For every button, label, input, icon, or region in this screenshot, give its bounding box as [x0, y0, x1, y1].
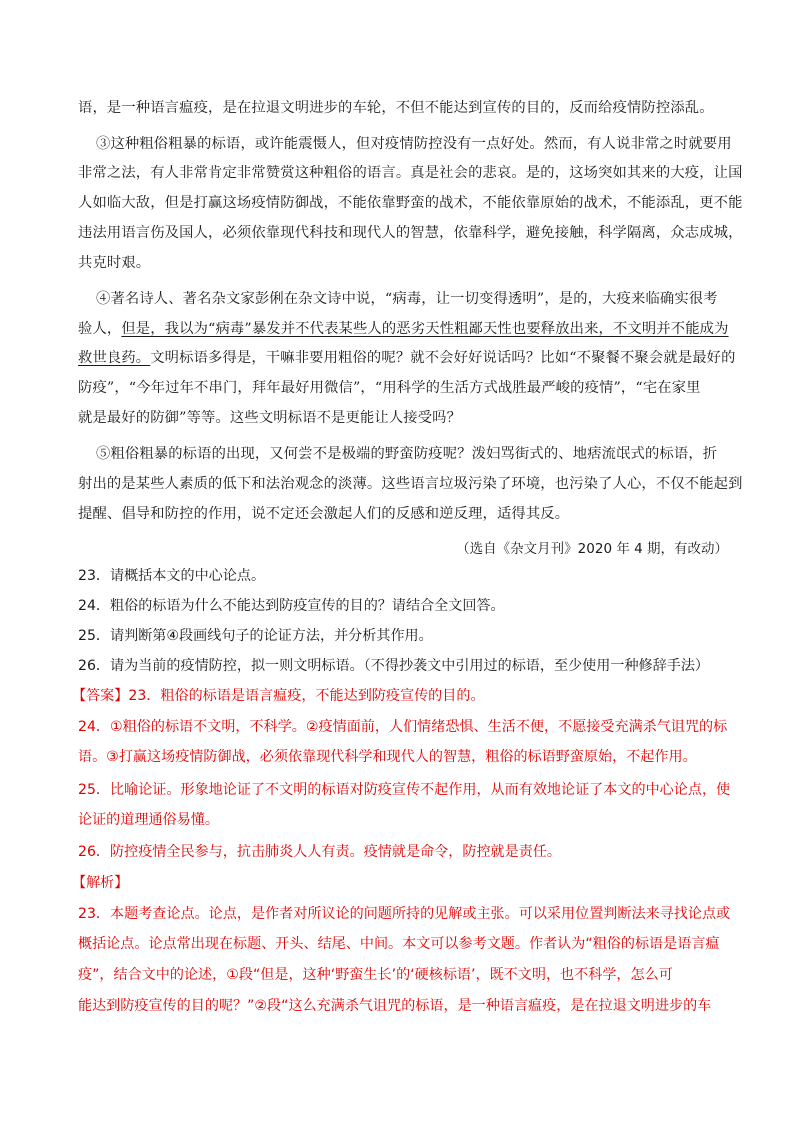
article-paragraph-3-line: 非常之法，有人非常肯定非常赞赏这种粗俗的语言。真是社会的悲哀。是的，这场突如其来的大疫，让国	[78, 165, 743, 181]
analysis-tag: 【解析】	[72, 875, 129, 891]
article-paragraph-3-line: 共克时艰。	[78, 255, 151, 271]
article-paragraph-4-line	[78, 319, 728, 339]
article-paragraph-4-line	[78, 348, 736, 368]
analysis-line: 疫”，结合文中的论述，①段“但是，这种‘野蛮生长’的‘硬核标语’，既不文明，也不科学，怎么可	[78, 967, 673, 983]
question-24: 24．粗俗的标语为什么不能达到防疫宣传的目的？请结合全文回答。	[78, 598, 505, 614]
answer-23	[72, 686, 722, 706]
article-source: （选自《杂文月刊》2020 年 4 期，有改动）	[456, 541, 728, 557]
plain-text: 验人，	[78, 321, 122, 337]
article-paragraph-4-line: 就是最好的防御”等等。这些文明标语不是更能让人接受吗？	[78, 410, 462, 426]
article-paragraph-3-line: 人如临大敌，但是打赢这场疫情防御战，不能依靠野蛮的战术，不能依靠原始的战术，不能添乱，更不能	[78, 195, 743, 211]
article-paragraph-3-line: 违法用语言伤及国人，必须依靠现代科技和现代人的智慧，依靠科学，避免接触，科学隔离，众志成城，	[78, 225, 743, 241]
article-paragraph-4-line: ④著名诗人、著名杂文家彭俐在杂文诗中说，“病毒，让一切变得透明”，是的，大疫来临确实很考	[96, 291, 718, 307]
article-paragraph-5-line: 射出的是某些人素质的低下和法治观念的淡薄。这些语言垃圾污染了环境，也污染了人心，不仅不能起到	[78, 476, 743, 492]
analysis-line: 概括论点。论点常出现在标题、开头、结尾、中间。本文可以参考文题。作者认为“粗俗的标语是语言瘟	[78, 936, 720, 952]
answer-24-line: 语。③打赢这场疫情防御战，必须依靠现代科学和现代人的智慧，粗俗的标语野蛮原始，不起作用。	[78, 749, 697, 765]
answer-26: 26．防控疫情全民参与，抗击肺炎人人有责。疫情就是命令，防控就是责任。	[78, 844, 562, 860]
underlined-sentence: 救世良药。	[78, 350, 151, 366]
answer-25-line: 25．比喻论证。形象地论证了不文明的标语对防疫宣传不起作用，从而有效地论证了本文的中心论点，使	[78, 782, 731, 798]
answer-23-text: 23．粗俗的标语是语言瘟疫，不能达到防疫宣传的目的。	[128, 688, 485, 704]
article-paragraph-4-line: 防疫”，“今年过年不串门，拜年最好用微信”，“用科学的生活方式战胜最严峻的疫情”，“宅在家里	[78, 380, 701, 396]
answer-25-line: 论证的道理通俗易懂。	[78, 812, 219, 828]
article-paragraph-3-line: ③这种粗俗粗暴的标语，或许能震慑人，但对疫情防控没有一点好处。然而，有人说非常之时就要用	[96, 136, 732, 152]
underlined-sentence: 但是，我以为“病毒”暴发并不代表某些人的恶劣天性粗鄙天性也要释放出来，不文明并不能成为	[121, 321, 729, 337]
plain-text: 文明标语多得是，干嘛非要用粗俗的呢？就不会好好说话吗？比如“不聚餐不聚会就是最好的	[150, 350, 736, 366]
answer-tag: 【答案】	[72, 688, 129, 704]
question-25: 25．请判断第④段画线句子的论证方法，并分析其作用。	[78, 628, 433, 644]
question-26: 26．请为当前的疫情防控，拟一则文明标语。（不得抄袭文中引用过的标语，至少使用一种修辞手法）	[78, 658, 710, 674]
article-paragraph-5-line: ⑤粗俗粗暴的标语的出现，又何尝不是极端的野蛮防疫呢？泼妇骂街式的、地痞流氓式的标语，折	[96, 446, 718, 462]
analysis-line: 23．本题考查论点。论点，是作者对所议论的问题所持的见解或主张。可以采用位置判断法来寻找论点或	[78, 906, 731, 922]
question-23: 23．请概括本文的中心论点。	[78, 568, 266, 584]
answer-24-line: 24．①粗俗的标语不文明，不科学。②疫情面前，人们情绪恐惧、生活不便，不愿接受充满杀气诅咒的标	[78, 719, 728, 735]
article-paragraph-5-line: 提醒、倡导和防控的作用，说不定还会激起人们的反感和逆反理，适得其反。	[78, 506, 570, 522]
article-paragraph-2-line: 语，是一种语言瘟疫，是在拉退文明进步的车轮，不但不能达到宣传的目的，反而给疫情防控添乱。	[78, 100, 714, 116]
analysis-line: 能达到防疫宣传的目的呢？”②段“这么充满杀气诅咒的标语，是一种语言瘟疫，是在拉退文明进步的车	[78, 998, 712, 1014]
